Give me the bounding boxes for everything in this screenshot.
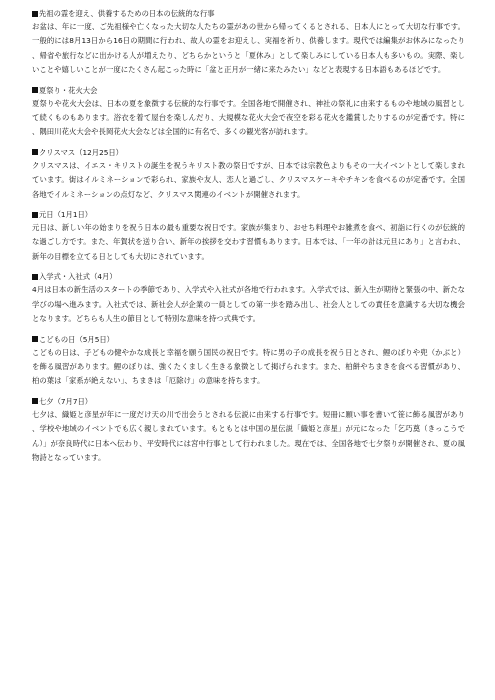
square-bullet-icon <box>32 274 38 280</box>
section-childrens-day <box>32 334 465 389</box>
square-bullet-icon <box>32 336 38 342</box>
section-heading-text: 夏祭り・花火大会 <box>39 85 98 95</box>
section-body: 4月は日本の新生活のスタートの季節であり、入学式や入社式が各地で行われます。入学式では、新入生が期待と緊張の中、新たな学びの場へ進みます。入社式では、新社会人が企業の一員としての第一歩を踏み出し、社会人としての責任を意識する大切な機会となります。どちらも人生の節目として特別な意味を持つ式典です。 <box>32 285 465 324</box>
section-heading <box>32 334 465 345</box>
section-body: 七夕は、織姫と彦星が年に一度だけ天の川で出会うとされる伝説に由来する行事です。短冊に願い事を書いて笹に飾る風習があり、学校や地域のイベントでも広く親しまれています。もともとは中国の星伝説「織姫と彦星」が元になった「乞巧奠（きっこうでん）」が奈良時代に日本へ伝わり、平安時代には宮中行事として行われました。現在では、全国各地で七夕祭りが開催され、夏の風物詩となっています。 <box>32 409 465 462</box>
section-heading <box>32 85 465 96</box>
section-heading-text: 元日（1月1日） <box>39 210 93 220</box>
section-heading-text: 先祖の霊を迎え、供養するための日本の伝統的な行事 <box>39 9 215 18</box>
section-body: クリスマスは、イエス・キリストの誕生を祝うキリスト教の祭日ですが、日本では宗教色よりもその一大イベントとして楽しまれています。街はイルミネーションで彩られ、家族や友人、恋人と過ごし、クリスマスケーキやチキンを食べるのが定番です。全国各地でイルミネーションの点灯など、クリスマス関連のイベントが開催されます。 <box>32 160 465 199</box>
section-heading <box>32 8 465 19</box>
section-heading-text: 入学式・入社式（4月） <box>39 272 117 282</box>
section-entrance-ceremony <box>32 271 465 326</box>
section-tanabata <box>32 396 465 466</box>
section-christmas <box>32 147 465 202</box>
section-obon <box>32 8 465 78</box>
section-heading-text: クリスマス（12月25日） <box>39 147 123 157</box>
section-body: お盆は、年に一度、ご先祖様や亡くなった大切な人たちの霊があの世から帰ってくるとされる、日本人にとって大切な行事です。一般的には8月13日から16日の期間に行われ、故人の霊をお迎えし、実福を祈り、供養します。現代では編集がお休みになったり、帰省や旅行などに出かける人が増えたり、どちらかというと「夏休み」として楽しみにしている日本人も多いもの。実際、楽しいことや嬉しいことが一度にたくさん起こった時に「盆と正月が一緒に来たみたい」などと表現する日本語もあるほどです。 <box>32 22 465 75</box>
section-body: 夏祭りや花火大会は、日本の夏を象徴する伝統的な行事です。全国各地で開催され、神社の祭礼に由来するものや地域の風習として続くものもあります。浴衣を着て屋台を楽しんだり、大規模な花火大会で夜空を彩る花火を鑑賞したりするのが定番です。特に、隅田川花火大会や長岡花火大会などは全国的に有名で、多くの観光客が訪れます。 <box>32 98 465 137</box>
section-heading-text: 七夕（7月7日） <box>39 396 93 406</box>
section-heading <box>32 271 465 282</box>
section-summer-festival <box>32 85 465 140</box>
square-bullet-icon <box>32 212 38 218</box>
square-bullet-icon <box>32 149 38 155</box>
square-bullet-icon <box>32 398 38 404</box>
section-body: こどもの日は、子どもの健やかな成長と幸福を願う国民の祝日です。特に男の子の成長を祝う日とされ、鯉のぼりや兜（かぶと）を飾る風習があります。鯉のぼりは、強くたくましく生きる象徴として掲げられます。また、柏餅やちまきを食べる習慣があり、柏の葉は「家系が絶えない」、ちまきは「厄除け」の意味を持ちます。 <box>32 347 465 386</box>
section-heading <box>32 209 465 220</box>
section-heading-text: こどもの日（5月5日） <box>39 334 114 344</box>
section-body: 元日は、新しい年の始まりを祝う日本の最も重要な祝日です。家族が集まり、おせち料理やお雑煮を食べ、初詣に行くのが伝統的な過ごし方です。また、年賀状を送り合い、新年の挨拶を交わす習慣もあります。日本では、「一年の計は元旦にあり」と言われ、新年の目標を立てる日としても大切にされています。 <box>32 223 465 261</box>
section-new-year <box>32 209 465 264</box>
square-bullet-icon <box>32 87 38 93</box>
section-heading <box>32 396 465 407</box>
section-heading <box>32 147 465 158</box>
square-bullet-icon <box>32 11 38 17</box>
